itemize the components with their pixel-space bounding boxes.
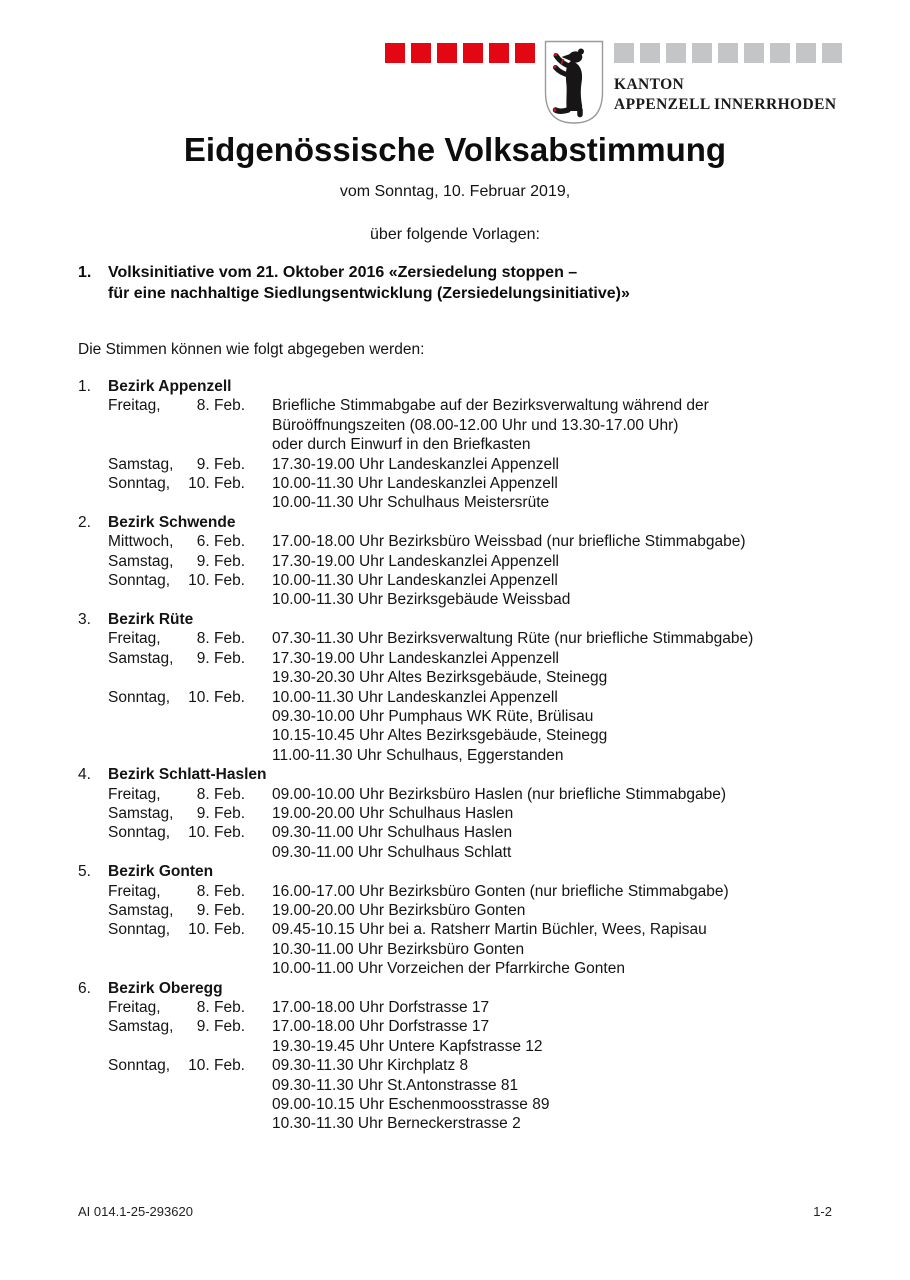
- red-square: [515, 43, 535, 63]
- proposal-text: [108, 263, 832, 304]
- entry-day-date: [108, 1017, 245, 1036]
- entry-day-date: [108, 629, 245, 648]
- entry-date: 9. Feb.: [196, 649, 245, 667]
- entry-day-date-empty: [108, 416, 245, 435]
- entry-date: 8. Feb.: [196, 999, 245, 1016]
- proposal-list: [78, 263, 832, 304]
- district-number: 6.: [78, 979, 91, 997]
- entry-location: 09.30-11.00 Uhr Schulhaus Haslen: [272, 824, 513, 842]
- entry-day-date: [108, 804, 245, 823]
- entry-day-date-empty: [108, 435, 245, 454]
- entry-day: Samstag,: [108, 1018, 174, 1036]
- entry-day-date-empty: [108, 707, 245, 726]
- entry-date: 9. Feb.: [196, 1018, 245, 1036]
- gray-square: [614, 43, 634, 63]
- entry-day: Freitag,: [108, 630, 161, 648]
- entry-location: 10.00-11.30 Uhr Landeskanzlei Appenzell: [272, 688, 558, 706]
- entry-day-date-empty: [108, 1095, 245, 1114]
- entry-location: 17.30-19.00 Uhr Landeskanzlei Appenzell: [272, 649, 559, 667]
- entry-location: 19.00-20.00 Uhr Schulhaus Haslen: [272, 804, 514, 822]
- entry-location: 09.30-10.00 Uhr Pumphaus WK Rüte, Brülisau: [272, 707, 594, 725]
- proposal-item: [78, 263, 832, 304]
- entry-location: 19.00-20.00 Uhr Bezirksbüro Gonten: [272, 901, 526, 919]
- entry-location: oder durch Einwurf in den Briefkasten: [272, 436, 531, 454]
- entry-location: 09.30-11.30 Uhr St.Antonstrasse 81: [272, 1076, 519, 1094]
- entry-day: Samstag,: [108, 455, 174, 473]
- entry-day: Sonntag,: [108, 1057, 171, 1075]
- entry-location: 10.15-10.45 Uhr Altes Bezirksgebäude, Steinegg: [272, 727, 608, 745]
- entry-day-date-empty: [108, 590, 245, 609]
- entry-location: 10.30-11.30 Uhr Berneckerstrasse 2: [272, 1115, 521, 1133]
- entry-date: 8. Feb.: [196, 785, 245, 803]
- entry-location: 17.00-18.00 Uhr Dorfstrasse 17: [272, 999, 490, 1016]
- entry-location: 09.00-10.00 Uhr Bezirksbüro Haslen (nur briefliche Stimmabgabe): [272, 785, 727, 803]
- entry-location: 09.30-11.30 Uhr Kirchplatz 8: [272, 1057, 469, 1075]
- entry-day-date: [108, 920, 245, 939]
- gray-square: [666, 43, 686, 63]
- voting-schedule: [78, 377, 832, 1134]
- entry-day-date: [108, 571, 245, 590]
- red-square: [489, 43, 509, 63]
- entry-day-date-empty: [108, 668, 245, 687]
- entry-day-date: [108, 649, 245, 668]
- district-name: Bezirk Schlatt-Haslen: [108, 766, 267, 784]
- red-square: [411, 43, 431, 63]
- district-number: 4.: [78, 766, 91, 784]
- entry-location: 10.30-11.00 Uhr Bezirksbüro Gonten: [272, 940, 525, 958]
- entry-location: 16.00-17.00 Uhr Bezirksbüro Gonten (nur briefliche Stimmabgabe): [272, 882, 729, 900]
- entry-location: 17.00-18.00 Uhr Dorfstrasse 17: [272, 1018, 490, 1036]
- document-body: [78, 263, 832, 1134]
- entry-location: 07.30-11.30 Uhr Bezirksverwaltung Rüte (nur briefliche Stimmabgabe): [272, 630, 754, 648]
- red-square: [437, 43, 457, 63]
- entry-day-date: [108, 552, 245, 571]
- gray-square: [770, 43, 790, 63]
- entry-day-date: [108, 998, 245, 1017]
- logo-red-squares: [385, 43, 535, 63]
- entry-day-date: [108, 455, 245, 474]
- district-number: 3.: [78, 610, 91, 628]
- district-name: Bezirk Gonten: [108, 863, 214, 881]
- entry-location: 09.30-11.00 Uhr Schulhaus Schlatt: [272, 843, 512, 861]
- entry-day: Sonntag,: [108, 824, 171, 842]
- proposal-number: 1.: [78, 264, 92, 281]
- page-title: Eidgenössische Volksabstimmung: [183, 131, 727, 168]
- reference-number: AI 014.1-25-293620: [78, 1204, 193, 1219]
- entry-day-date: [108, 785, 245, 804]
- district-number: 5.: [78, 863, 91, 881]
- entry-location: 10.00-11.30 Uhr Schulhaus Meistersrüte: [272, 494, 550, 512]
- red-square: [463, 43, 483, 63]
- entry-day-date: [108, 823, 245, 842]
- page-number: 1-2: [813, 1204, 832, 1219]
- entry-day-date: [108, 532, 245, 551]
- gray-square: [796, 43, 816, 63]
- entry-day: Freitag,: [108, 882, 161, 900]
- entry-location: Büroöffnungszeiten (08.00-12.00 Uhr und 13.30-17.00 Uhr): [272, 416, 679, 434]
- district-number: 2.: [78, 513, 91, 531]
- entry-day-date-empty: [108, 940, 245, 959]
- entry-location: 11.00-11.30 Uhr Schulhaus, Eggerstanden: [272, 746, 564, 764]
- entry-day-date-empty: [108, 959, 245, 978]
- entry-date: 9. Feb.: [196, 552, 245, 570]
- gray-square: [692, 43, 712, 63]
- entry-day: Samstag,: [108, 552, 174, 570]
- entry-day-date-empty: [108, 1076, 245, 1095]
- entry-location: 17.30-19.00 Uhr Landeskanzlei Appenzell: [272, 552, 559, 570]
- entry-day-date-empty: [108, 746, 245, 765]
- entry-day: Freitag,: [108, 397, 161, 415]
- entry-day-date: [108, 396, 245, 415]
- entry-date: 10. Feb.: [188, 1057, 245, 1075]
- entry-date: 10. Feb.: [188, 475, 245, 493]
- entry-date: 9. Feb.: [196, 455, 245, 473]
- entry-location: 10.00-11.30 Uhr Landeskanzlei Appenzell: [272, 475, 558, 493]
- entry-date: 10. Feb.: [188, 921, 245, 939]
- entry-location: Briefliche Stimmabgabe auf der Bezirksverwaltung während der: [272, 397, 709, 415]
- entry-location: 19.30-20.30 Uhr Altes Bezirksgebäude, Steinegg: [272, 669, 608, 687]
- entry-day-date: [108, 901, 245, 920]
- entry-location: 17.30-19.00 Uhr Landeskanzlei Appenzell: [272, 455, 559, 473]
- canton-line1: KANTON: [614, 76, 685, 93]
- appenzell-bear-shield-icon: [544, 40, 604, 125]
- entry-day: Sonntag,: [108, 688, 171, 706]
- entry-date: 8. Feb.: [196, 630, 245, 648]
- entry-location: 10.00-11.30 Uhr Landeskanzlei Appenzell: [272, 572, 558, 590]
- canton-line2: APPENZELL INNERRHODEN: [614, 96, 837, 113]
- entry-date: 8. Feb.: [196, 882, 245, 900]
- gray-square: [744, 43, 764, 63]
- entry-date: 10. Feb.: [188, 688, 245, 706]
- district-name: Bezirk Oberegg: [108, 979, 223, 997]
- vote-date: vom Sonntag, 10. Februar 2019,: [339, 183, 571, 200]
- entry-date: 10. Feb.: [188, 572, 245, 590]
- kanton-logo: [385, 43, 842, 125]
- canton-name: [614, 75, 842, 115]
- entry-day-date-empty: [108, 493, 245, 512]
- entry-day-date: [108, 474, 245, 493]
- entry-date: 6. Feb.: [196, 533, 245, 551]
- entry-date: 9. Feb.: [196, 804, 245, 822]
- district-name: Bezirk Rüte: [108, 610, 194, 628]
- entry-location: 09.00-10.15 Uhr Eschenmoosstrasse 89: [272, 1096, 550, 1114]
- entry-day: Samstag,: [108, 649, 174, 667]
- district-name: Bezirk Schwende: [108, 513, 236, 531]
- entry-date: 8. Feb.: [196, 397, 245, 415]
- entry-date: 10. Feb.: [188, 824, 245, 842]
- gray-square: [640, 43, 660, 63]
- red-square: [385, 43, 405, 63]
- entry-day-date-empty: [108, 1114, 245, 1133]
- entry-day-date: [108, 1056, 245, 1075]
- gray-square: [718, 43, 738, 63]
- entry-day: Sonntag,: [108, 921, 171, 939]
- gray-square: [822, 43, 842, 63]
- proposal-text-line: für eine nachhaltige Siedlungsentwicklung (Zersiedelungsinitiative)»: [108, 284, 630, 302]
- entry-day: Freitag,: [108, 785, 161, 803]
- entry-day: Samstag,: [108, 901, 174, 919]
- entry-location: 10.00-11.00 Uhr Vorzeichen der Pfarrkirche Gonten: [272, 960, 625, 978]
- entry-day-date: [108, 882, 245, 901]
- entry-day-date-empty: [108, 1037, 245, 1056]
- entry-location: 19.30-19.45 Uhr Untere Kapfstrasse 12: [272, 1037, 543, 1055]
- district-number: 1.: [78, 378, 91, 395]
- entry-location: 17.00-18.00 Uhr Bezirksbüro Weissbad (nur briefliche Stimmabgabe): [272, 533, 746, 551]
- entry-day-date-empty: [108, 843, 245, 862]
- entry-day: Freitag,: [108, 999, 161, 1016]
- entry-day: Mittwoch,: [108, 533, 174, 551]
- entry-day: Sonntag,: [108, 572, 171, 590]
- intro-line: über folgende Vorlagen:: [370, 226, 540, 243]
- entry-location: 10.00-11.30 Uhr Bezirksgebäude Weissbad: [272, 591, 571, 609]
- entry-day-date: [108, 688, 245, 707]
- entry-date: 9. Feb.: [196, 901, 245, 919]
- instruction-line: Die Stimmen können wie folgt abgegeben werden:: [78, 341, 425, 358]
- entry-location: 09.45-10.15 Uhr bei a. Ratsherr Martin Büchler, Wees, Rapisau: [272, 921, 707, 939]
- entry-day-date-empty: [108, 726, 245, 745]
- proposal-text-line: Volksinitiative vom 21. Oktober 2016 «Zersiedelung stoppen –: [108, 264, 578, 281]
- entry-day: Sonntag,: [108, 475, 171, 493]
- logo-gray-squares: [614, 43, 842, 63]
- district-name: Bezirk Appenzell: [108, 378, 232, 395]
- page-footer: [78, 1204, 832, 1219]
- entry-day: Samstag,: [108, 804, 174, 822]
